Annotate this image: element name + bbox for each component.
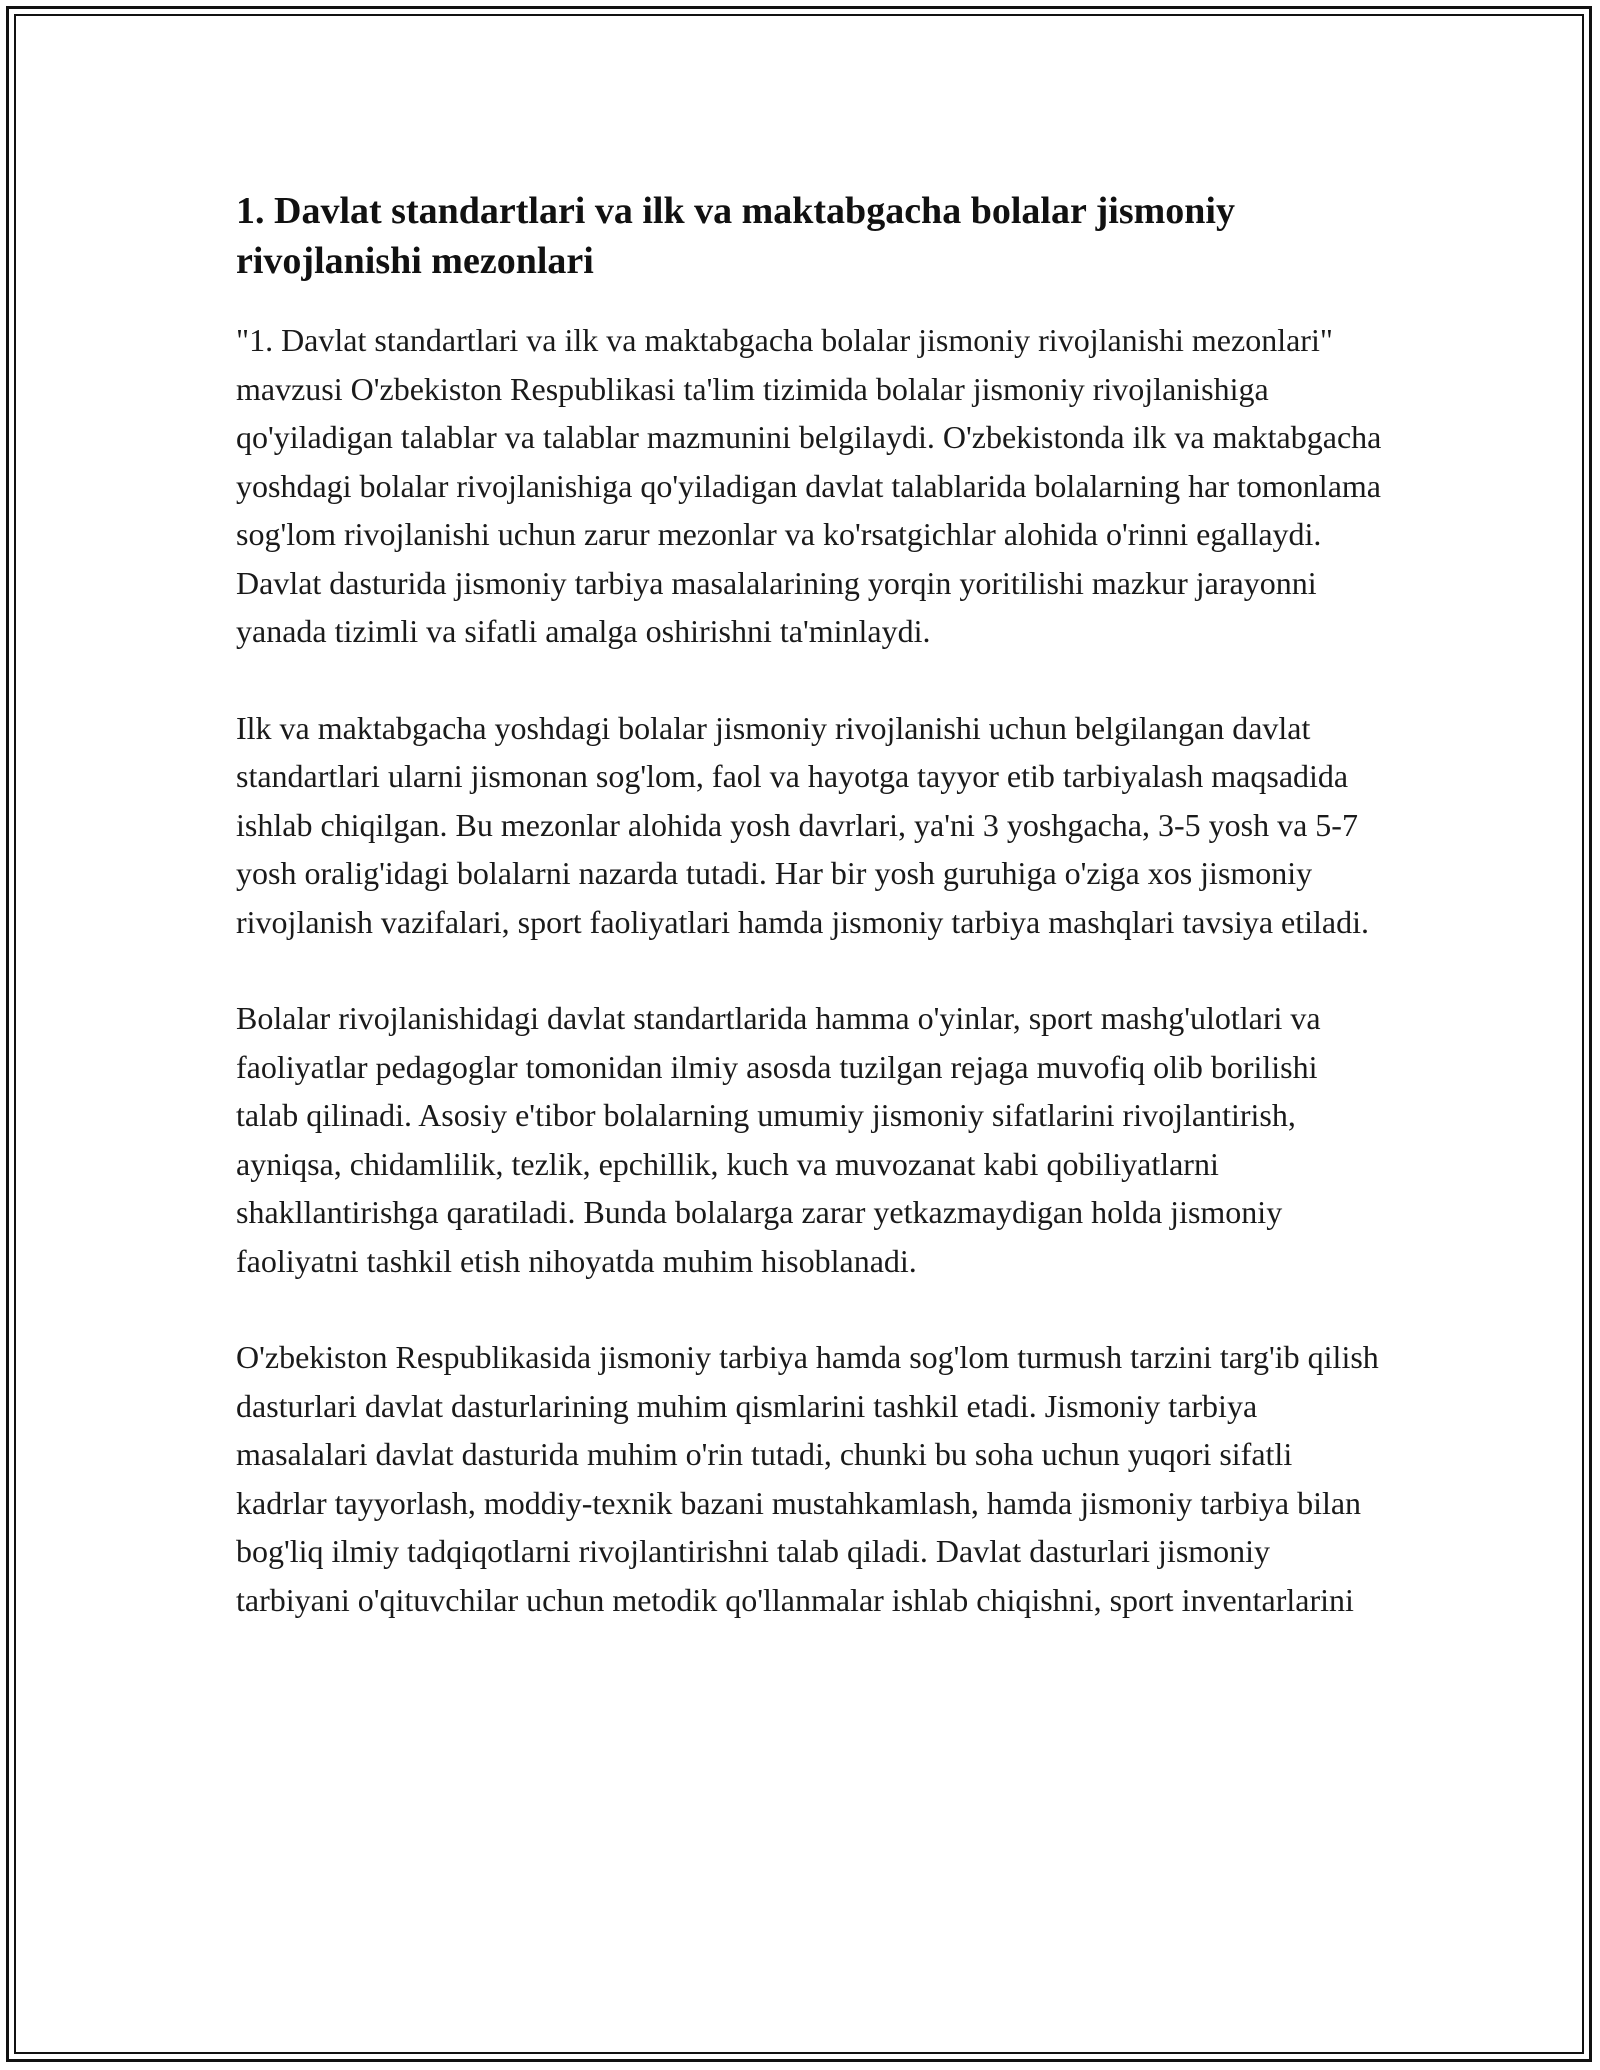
paragraph-1: "1. Davlat standartlari va ilk va maktabgacha bolalar jismoniy rivojlanishi mezonlari" mavzusi O'zbekiston Respublikasi ta'lim tizimida bolalar jismoniy rivojlanishiga qo'yiladigan talablar va talablar mazmunini belgilaydi. O'zbekistonda ilk va maktabgacha yoshdagi bolalar rivojlanishiga qo'yiladigan davlat talablarida bolalarning har tomonlama sog'lom rivojlanishi uchun zarur mezonlar va ko'rsatgichlar alohida o'rinni egallaydi. Davlat dasturida jismoniy tarbiya masalalarining yorqin yoritilishi mazkur jarayonni yanada tizimli va sifatli amalga oshirishni ta'minlaydi. [236, 322, 1382, 649]
paragraph-3: Bolalar rivojlanishidagi davlat standartlarida hamma o'yinlar, sport mashg'ulotlari va faoliyatlar pedagoglar tomonidan ilmiy asosda tuzilgan rejaga muvofiq olib borilishi talab qilinadi. Asosiy e'tibor bolalarning umumiy jismoniy sifatlarini rivojlantirish, ayniqsa, chidamlilik, tezlik, epchillik, kuch va muvozanat kabi qobiliyatlarni shakllantirishga qaratiladi. Bunda bolalarga zarar yetkazmaydigan holda jismoniy faoliyatni tashkil etish nihoyatda muhim hisoblanadi. [236, 1000, 1321, 1279]
document-page [236, 186, 1386, 1672]
paragraph-4: O'zbekiston Respublikasida jismoniy tarbiya hamda sog'lom turmush tarzini targ'ib qilish dasturlari davlat dasturlarining muhim qismlarini tashkil etadi. Jismoniy tarbiya masalalari davlat dasturida muhim o'rin tutadi, chunki bu soha uchun yuqori sifatli kadrlar tayyorlash, moddiy-texnik bazani mustahkamlash, hamda jismoniy tarbiya bilan bog'liq ilmiy tadqiqotlarni rivojlantirishni talab qiladi. Davlat dasturlari jismoniy tarbiyani o'qituvchilar uchun metodik qo'llanmalar ishlab chiqishni, sport inventarlarini [236, 1339, 1379, 1618]
paragraph-2: Ilk va maktabgacha yoshdagi bolalar jismoniy rivojlanishi uchun belgilangan davlat standartlari ularni jismonan sog'lom, faol va hayotga tayyor etib tarbiyalash maqsadida ishlab chiqilgan. Bu mezonlar alohida yosh davrlari, ya'ni 3 yoshgacha, 3-5 yosh va 5-7 yosh oralig'idagi bolalarni nazarda tutadi. Har bir yosh guruhiga o'ziga xos jismoniy rivojlanish vazifalari, sport faoliyatlari hamda jismoniy tarbiya mashqlari tavsiya etiladi. [236, 709, 1369, 940]
section-heading: 1. Davlat standartlari va ilk va maktabgacha bolalar jismoniy rivojlanishi mezonlari [236, 190, 1235, 282]
